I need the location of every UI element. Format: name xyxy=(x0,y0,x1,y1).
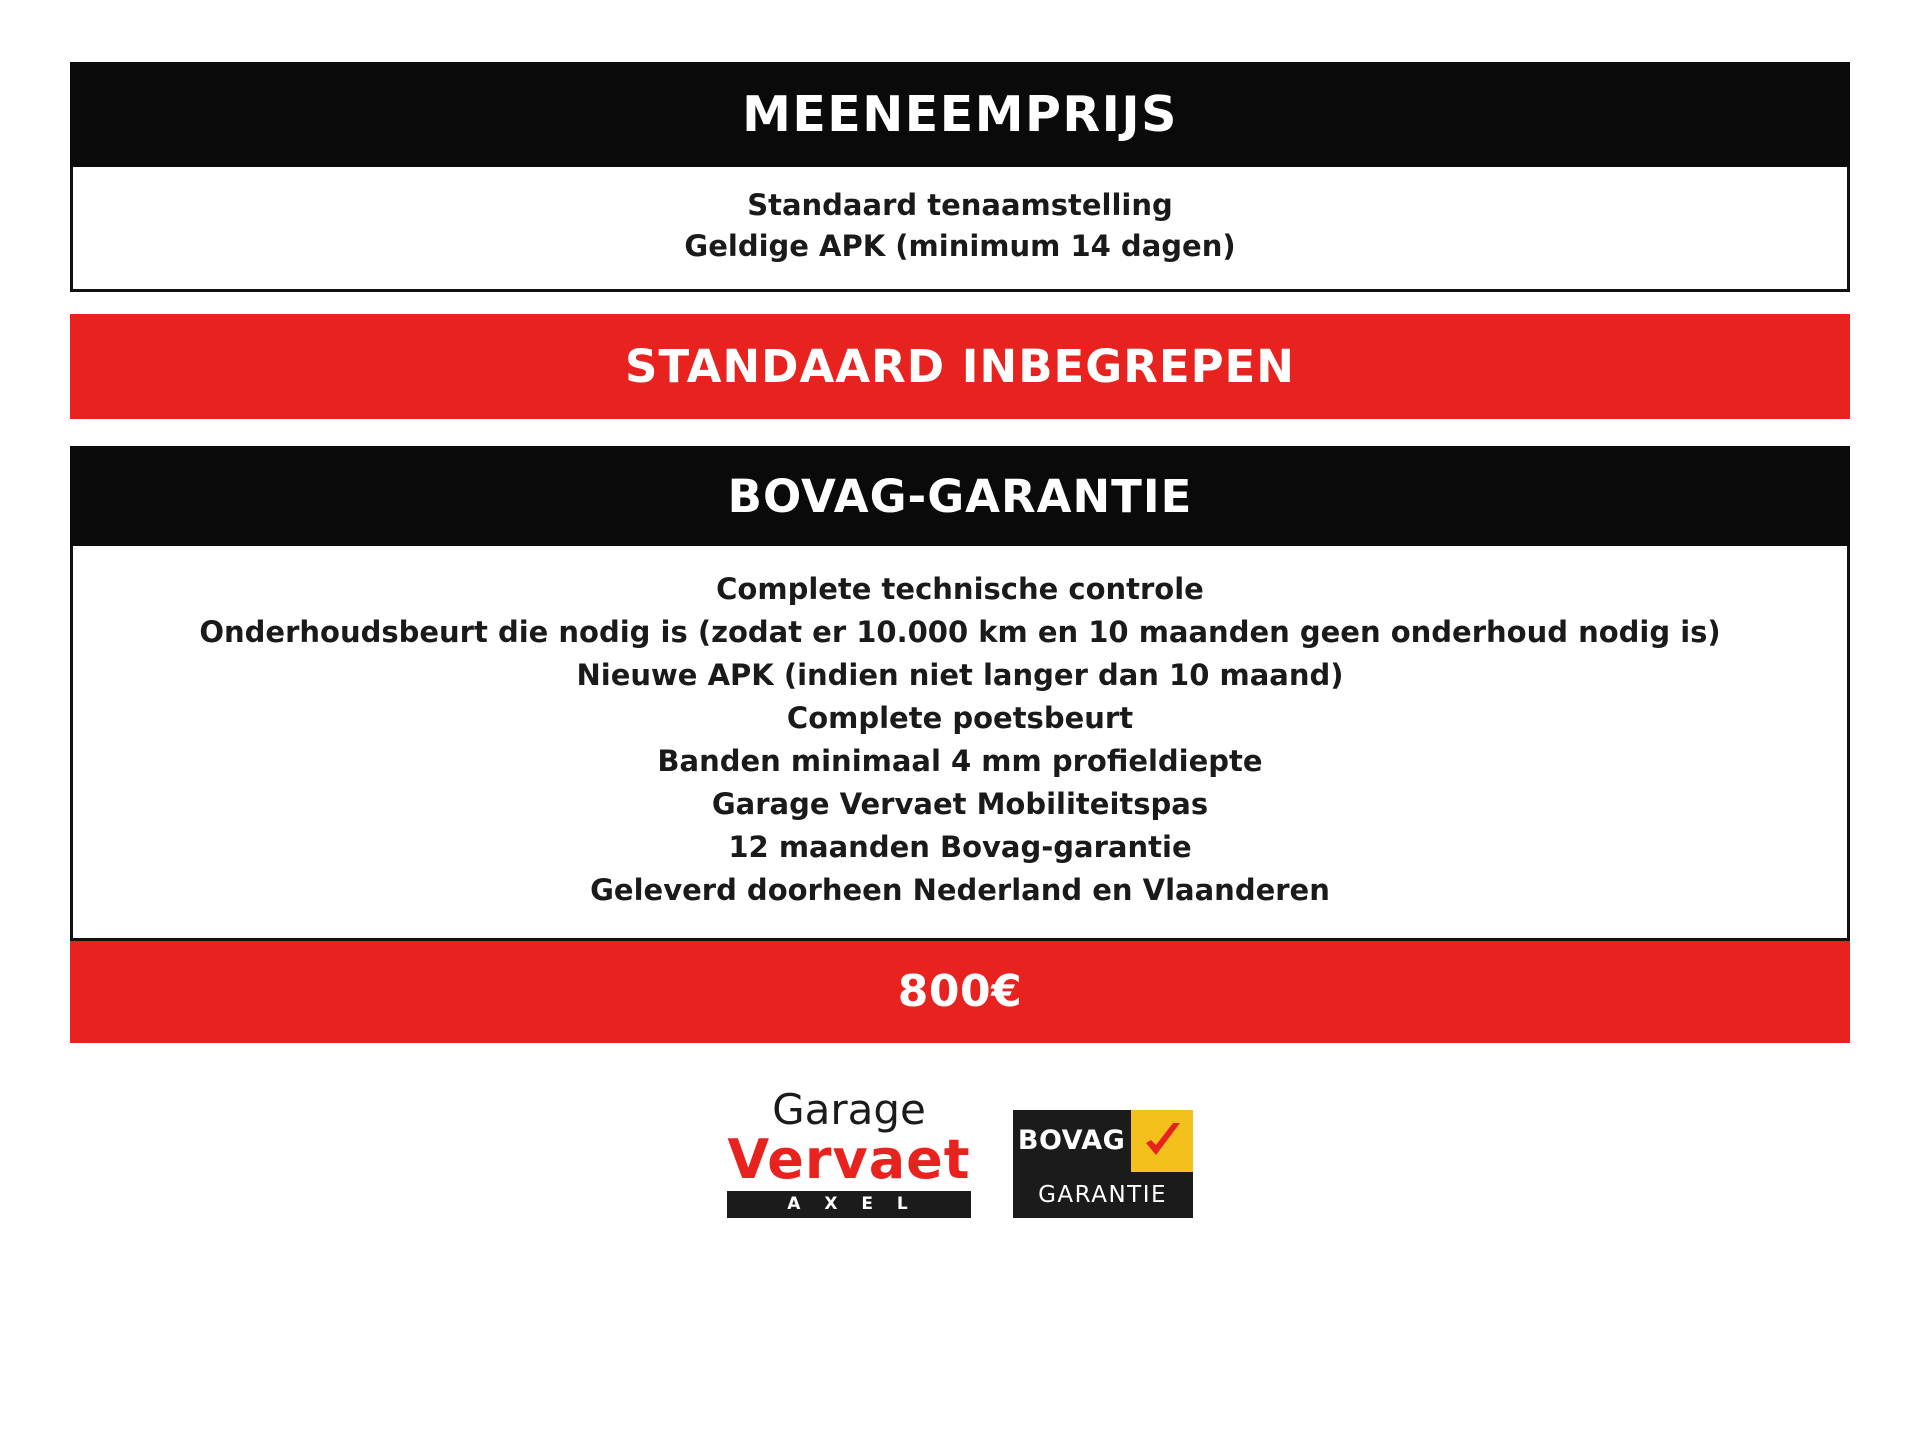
meeneemprijs-block xyxy=(70,62,1850,419)
condition-item: Standaard tenaamstelling xyxy=(747,188,1173,222)
condition-item: Geldige APK (minimum 14 dagen) xyxy=(684,229,1236,264)
garage-vervaet-logo xyxy=(727,1084,971,1218)
bovag-logo-word: BOVAG xyxy=(1013,1110,1131,1172)
bovag-logo-top xyxy=(1013,1110,1193,1172)
footer-logos xyxy=(70,1084,1850,1218)
meeneemprijs-title: MEENEEMPRIJS xyxy=(70,62,1850,167)
bovag-garantie-items xyxy=(70,546,1850,940)
bovag-item: Geleverd doorheen Nederland en Vlaanderen xyxy=(590,872,1330,907)
bovag-item: Complete poetsbeurt xyxy=(786,701,1134,736)
bovag-logo-subtitle: GARANTIE xyxy=(1013,1172,1193,1218)
bovag-item: Garage Vervaet Mobiliteitspas xyxy=(711,786,1209,821)
bovag-item: 12 maanden Bovag-garantie xyxy=(728,829,1192,864)
bovag-item: Complete technische controle xyxy=(716,572,1204,607)
garage-vervaet-logo-garage: Garage xyxy=(772,1084,926,1134)
price-banner: 800€ xyxy=(70,941,1850,1043)
block-spacer xyxy=(70,419,1850,446)
meeneemprijs-conditions xyxy=(70,167,1850,292)
checkmark-icon xyxy=(1131,1110,1193,1172)
standaard-inbegrepen-banner: STANDAARD INBEGREPEN xyxy=(70,314,1850,419)
bovag-garantie-title: BOVAG-GARANTIE xyxy=(70,446,1850,546)
garage-vervaet-logo-vervaet: Vervaet xyxy=(727,1127,971,1191)
bovag-item: Onderhoudsbeurt die nodig is (zodat er 10.000 km en 10 maanden geen onderhoud nodig is) xyxy=(199,615,1721,650)
bovag-garantie-logo xyxy=(1013,1110,1193,1218)
bovag-garantie-block xyxy=(70,446,1850,1042)
bovag-item: Banden minimaal 4 mm profieldiepte xyxy=(657,743,1263,778)
bovag-item: Nieuwe APK (indien niet langer dan 10 maand) xyxy=(576,658,1344,693)
garage-vervaet-logo-axel: A X E L xyxy=(727,1191,970,1218)
